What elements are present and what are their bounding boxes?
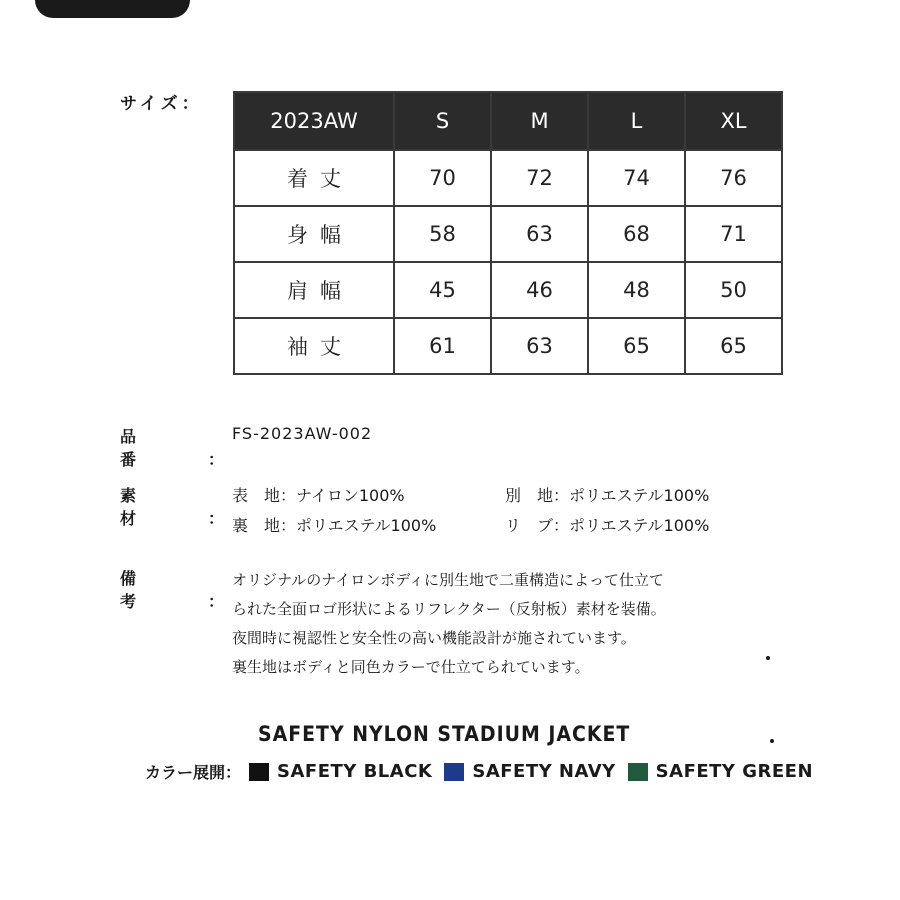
material-label: 素材 ：	[120, 486, 225, 528]
product-number-label: 品番 ：	[120, 427, 225, 469]
table-cell: 65	[685, 318, 782, 374]
material-rib: リ ブ：ポリエステル100%	[505, 516, 710, 535]
table-cell: 71	[685, 206, 782, 262]
row-label: 袖丈	[234, 318, 394, 374]
remarks-label: 備考 ：	[120, 569, 225, 611]
table-cell: 50	[685, 262, 782, 318]
header-size-l: L	[588, 92, 685, 150]
color-swatch-green	[628, 763, 648, 781]
table-row	[234, 318, 782, 374]
row-label: 着丈	[234, 150, 394, 206]
remarks-line: られた全面ロゴ形状によるリフレクター（反射板）素材を装備。	[232, 600, 666, 618]
remarks-line: オリジナルのナイロンボディに別生地で二重構造によって仕立て	[232, 571, 665, 589]
color-swatch-black	[249, 763, 269, 781]
size-table-header	[234, 92, 782, 150]
table-row	[234, 262, 782, 318]
size-label: サイズ：	[120, 94, 203, 114]
table-cell: 58	[394, 206, 491, 262]
material-outer: 表 地：ナイロン100%	[232, 486, 405, 505]
material-separate: 別 地：ポリエステル100%	[505, 486, 710, 505]
table-cell: 74	[588, 150, 685, 206]
color-options	[145, 760, 825, 783]
decorative-dot	[766, 656, 770, 660]
decorative-dot	[770, 739, 774, 743]
color-swatch-navy	[444, 763, 464, 781]
header-season: 2023AW	[234, 92, 394, 150]
row-label: 肩幅	[234, 262, 394, 318]
remarks-text	[232, 566, 666, 682]
table-cell: 68	[588, 206, 685, 262]
table-cell: 70	[394, 150, 491, 206]
header-size-s: S	[394, 92, 491, 150]
color-name-green: SAFETY GREEN	[655, 761, 814, 782]
table-cell: 72	[491, 150, 588, 206]
header-size-m: M	[491, 92, 588, 150]
color-name-navy: SAFETY NAVY	[472, 761, 616, 782]
remarks-line: 夜間時に視認性と安全性の高い機能設計が施されています。	[232, 629, 636, 647]
table-cell: 76	[685, 150, 782, 206]
table-cell: 65	[588, 318, 685, 374]
product-number-value: FS-2023AW-002	[232, 424, 373, 443]
table-cell: 45	[394, 262, 491, 318]
table-cell: 46	[491, 262, 588, 318]
header-size-xl: XL	[685, 92, 782, 150]
size-table	[233, 91, 783, 375]
logo-tagline: SUPPORT LOCAL RIDE	[58, 5, 153, 13]
color-name-black: SAFETY BLACK	[277, 761, 433, 782]
material-lining: 裏 地：ポリエステル100%	[232, 516, 437, 535]
product-name: SAFETY NYLON STADIUM JACKET	[258, 722, 631, 746]
table-row	[234, 150, 782, 206]
color-options-label: カラー展開：	[145, 763, 242, 782]
row-label: 身幅	[234, 206, 394, 262]
table-row	[234, 206, 782, 262]
remarks-line: 裏生地はボディと同色カラーで仕立てられています。	[232, 658, 590, 676]
table-cell: 61	[394, 318, 491, 374]
table-cell: 48	[588, 262, 685, 318]
table-cell: 63	[491, 206, 588, 262]
table-cell: 63	[491, 318, 588, 374]
